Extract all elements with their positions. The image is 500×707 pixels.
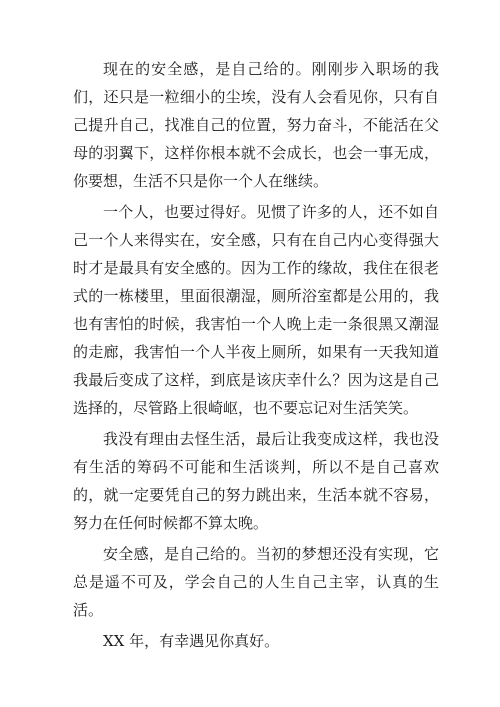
paragraph-1: 现在的安全感，是自己给的。刚刚步入职场的我们，还只是一粒细小的尘埃，没有人会看见你，只有自己提升自己，找准自己的位置，努力奋斗，不能活在父母的羽翼下，这样你根本就不会成长，也会一事无成，你要想，生活不只是你一个人在继续。 bbox=[73, 60, 439, 190]
paragraph-3: 我没有理由去怪生活，最后让我变成这样，我也没有生活的筹码不可能和生活谈判，所以不是自己喜欢的，就一定要凭自己的努力跳出来，生活本就不容易，努力在任何时候都不算太晚。 bbox=[73, 430, 439, 532]
article-body bbox=[73, 55, 439, 655]
paragraph-2: 一个人，也要过得好。见惯了许多的人，还不如自己一个人来得实在，安全感，只有在自己内心变得强大时才是最具有安全感的。因为工作的缘故，我住在很老式的一栋楼里，里面很潮湿，厕所浴室都是公用的，我也有害怕的时候，我害怕一个人晚上走一条很黑又潮湿的走廊，我害怕一个人半夜上厕所，如果有一天我知道我最后变成了这样，到底是该庆幸什么？因为这是自己选择的，尽管路上很崎岖，也不要忘记对生活笑笑。 bbox=[73, 203, 439, 417]
paragraph-5: XX 年，有幸遇见你真好。 bbox=[103, 632, 280, 650]
paragraph-4: 安全感，是自己给的。当初的梦想还没有实现，它总是遥不可及，学会自己的人生自己主宰，认真的生活。 bbox=[73, 545, 439, 619]
